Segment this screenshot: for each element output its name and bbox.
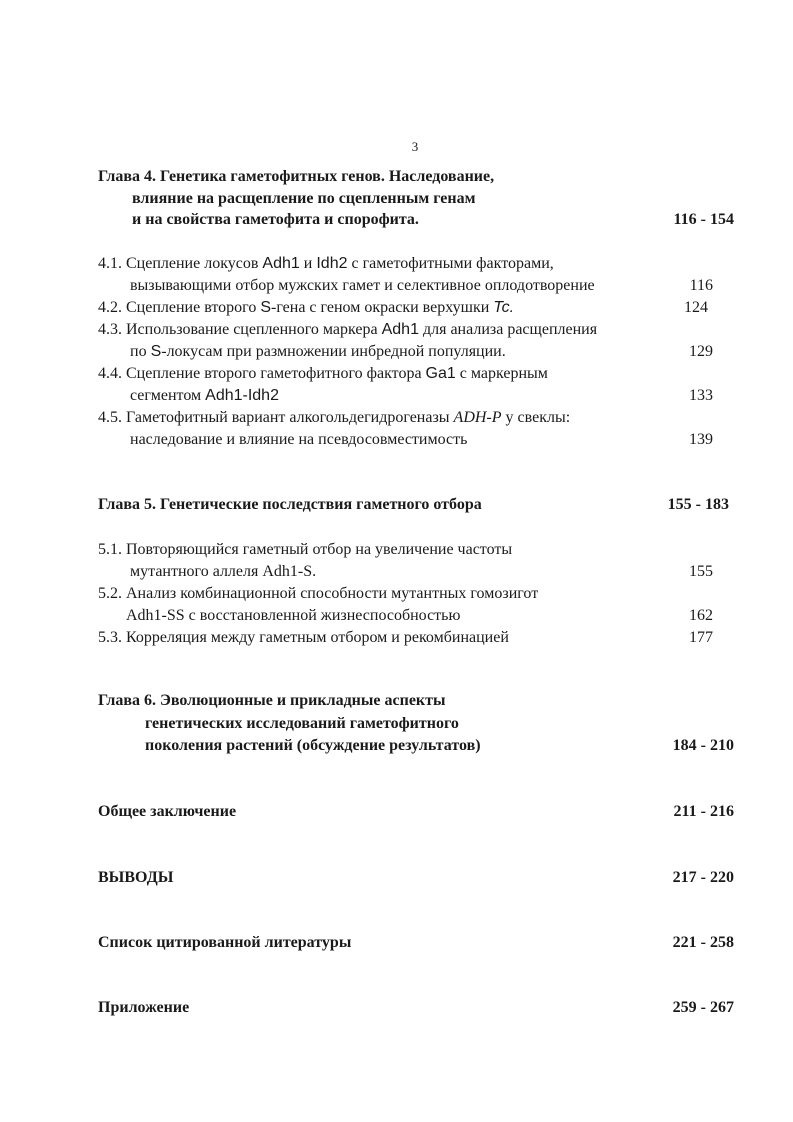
chapter6-title-line3: поколения растений (обсуждение результатов) (145, 737, 481, 754)
section-4-1-line2: вызывающими отбор мужских гамет и селективное оплодотворение (130, 277, 595, 294)
conclusion-pages: 211 - 216 (673, 803, 734, 820)
chapter4-pages: 116 - 154 (673, 211, 734, 228)
references-title: Список цитированной литературы (98, 934, 352, 951)
findings-pages: 217 - 220 (672, 869, 734, 886)
chapter5-pages: 155 - 183 (667, 496, 729, 513)
references-pages: 221 - 258 (672, 934, 734, 951)
section-4-5-page: 139 (689, 431, 713, 448)
conclusion-title: Общее заключение (98, 803, 237, 820)
appendix-pages: 259 - 267 (672, 999, 734, 1016)
appendix-title: Приложение (98, 999, 190, 1016)
section-5-2-line1: 5.2. Анализ комбинационной способности мутантных гомозигот (98, 585, 539, 602)
chapter6-title-line1: Глава 6. Эволюционные и прикладные аспекты (98, 692, 446, 709)
chapter4-title-line2: влияние на расщепление по сцепленным генам (132, 190, 476, 207)
chapter4-title-line3: и на свойства гаметофита и спорофита. (132, 211, 419, 228)
section-4-3-line1: 4.3. Использование сцепленного маркера Adh1 для анализа расщепления (98, 321, 598, 338)
section-5-1-page: 155 (689, 563, 713, 580)
section-5-3-page: 177 (689, 629, 713, 646)
findings-title: ВЫВОДЫ (98, 869, 174, 886)
section-4-4-line1: 4.4. Сцепление второго гаметофитного фактора Ga1 с маркерным (98, 365, 548, 382)
chapter5-title: Глава 5. Генетические последствия гаметного отбора (98, 496, 482, 513)
section-5-2-page: 162 (689, 607, 713, 624)
section-4-2-line1: 4.2. Сцепление второго S-гена с геном окраски верхушки Tc. (98, 299, 515, 316)
chapter6-pages: 184 - 210 (672, 737, 734, 754)
section-4-5-line2: наследование и влияние на псевдосовместимость (130, 431, 468, 448)
section-4-2-page: 124 (684, 299, 708, 316)
section-4-4-page: 133 (689, 387, 713, 404)
chapter6-title-line2: генетических исследований гаметофитного (145, 715, 459, 732)
section-5-3-line1: 5.3. Корреляция между гаметным отбором и рекомбинацией (98, 629, 509, 646)
section-5-1-line2: мутантного аллеля Adh1-S. (130, 563, 317, 580)
section-4-3-line2: по S-локусам при размножении инбредной популяции. (130, 343, 506, 360)
chapter4-title-line1: Глава 4. Генетика гаметофитных генов. Наследование, (98, 168, 495, 185)
section-5-1-line1: 5.1. Повторяющийся гаметный отбор на увеличение частоты (98, 541, 513, 558)
section-4-1-page: 116 (689, 277, 713, 294)
section-4-1-line1: 4.1. Сцепление локусов Adh1 и Idh2 с гаметофитными факторами, (98, 255, 554, 272)
section-4-5-line1: 4.5. Гаметофитный вариант алкогольдегидрогеназы ADH-P у свеклы: (98, 409, 571, 426)
section-4-4-line2: сегментом Adh1-Idh2 (130, 387, 279, 404)
section-5-2-line2: Adh1-SS с восстановленной жизнеспособностью (126, 607, 461, 624)
page-number: 3 (411, 139, 419, 154)
section-4-3-page: 129 (689, 343, 713, 360)
